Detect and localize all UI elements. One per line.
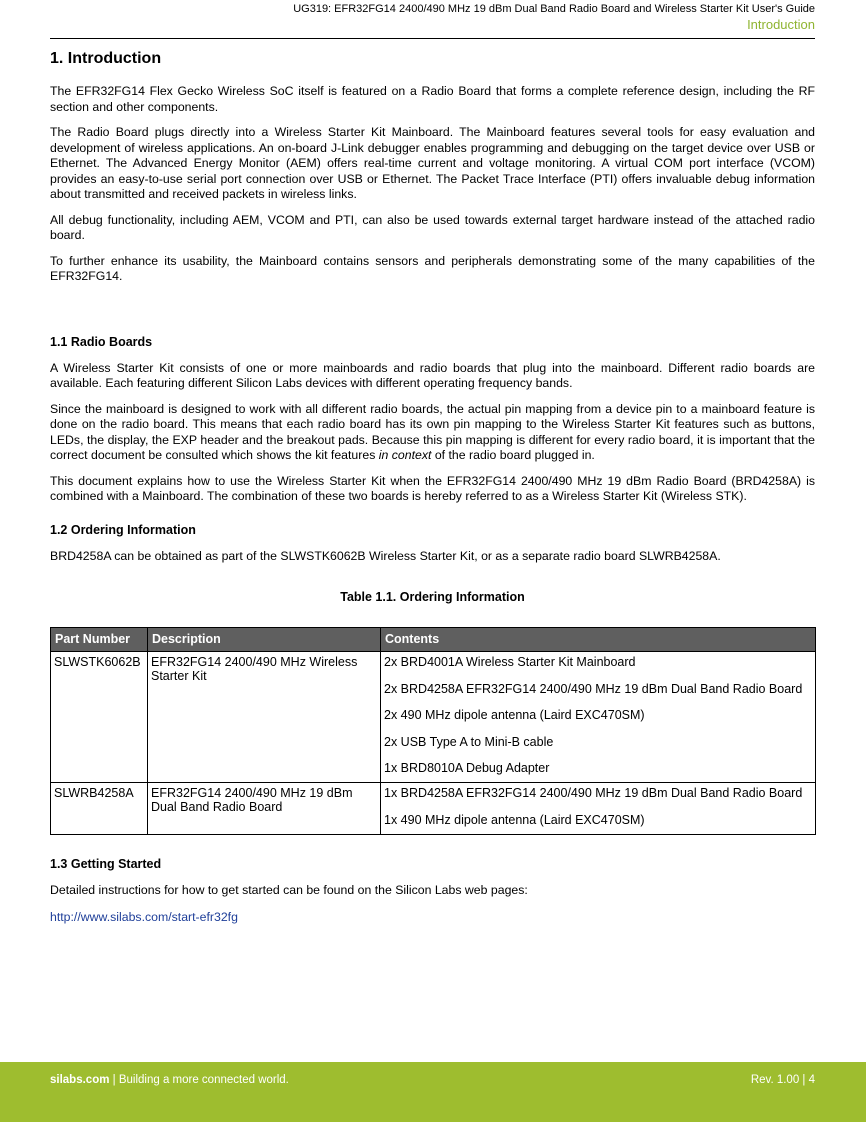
intro-paragraph-2: The Radio Board plugs directly into a Wireless Starter Kit Mainboard. The Mainboard features several tools for easy evaluation and development of wireless applications. An on-board J-Link debugger enables programming and debugging on the target device over USB or Ethernet. The Advanced Energy Monitor (AEM) offers real-time current and voltage monitoring. A virtual COM port interface (VCOM) provides an easy-to-use serial port connection over USB or Ethernet. The Packet Trace Interface (PTI) offers invaluable debug information about transmitted and received packets in wireless links. bbox=[50, 125, 815, 201]
column-header-contents: Contents bbox=[381, 628, 816, 652]
radio-boards-heading: 1.1 Radio Boards bbox=[50, 334, 153, 349]
contents-item: 2x BRD4258A EFR32FG14 2400/490 MHz 19 dBm Dual Band Radio Board bbox=[384, 681, 803, 696]
contents-item: 1x BRD8010A Debug Adapter bbox=[384, 761, 550, 775]
getting-started-heading: 1.3 Getting Started bbox=[50, 856, 162, 871]
start-link[interactable]: http://www.silabs.com/start-efr32fg bbox=[50, 910, 238, 924]
contents-item: 2x 490 MHz dipole antenna (Laird EXC470SM) bbox=[384, 708, 645, 722]
table-caption: Table 1.1. Ordering Information bbox=[340, 590, 525, 604]
page-content bbox=[50, 50, 815, 926]
table-row bbox=[51, 652, 816, 783]
contents-item: 2x BRD4001A Wireless Starter Kit Mainboard bbox=[384, 655, 636, 669]
radio-boards-paragraph-1: A Wireless Starter Kit consists of one or more mainboards and radio boards that plug into the mainboard. Different radio boards are available. Each featuring different Silicon Labs devices with different operating frequency bands. bbox=[50, 360, 815, 390]
footer-branding bbox=[50, 1074, 289, 1086]
contents-item: 2x USB Type A to Mini-B cable bbox=[384, 734, 554, 749]
part-number-cell: SLWSTK6062B bbox=[51, 652, 148, 783]
ordering-heading: 1.2 Ordering Information bbox=[50, 522, 196, 537]
intro-paragraph-4: To further enhance its usability, the Mainboard contains sensors and peripherals demonstrating some of the many capabilities of the EFR32FG14. bbox=[50, 253, 815, 283]
contents-item: 1x BRD4258A EFR32FG14 2400/490 MHz 19 dBm Dual Band Radio Board bbox=[384, 786, 803, 800]
description-cell: EFR32FG14 2400/490 MHz 19 dBm Dual Band Radio Board bbox=[148, 783, 381, 835]
table-row bbox=[51, 783, 816, 835]
radio-boards-p2-text: Since the mainboard is designed to work with all different radio boards, the actual pin mapping from a device pin to a mainboard feature is done on the radio board. This means that each radio board has its own pin mapping to the Wireless Starter Kit features such as buttons, LEDs, the display, the EXP header and the breakout pads. Because this pin mapping is different for every radio board, it is important that the correct document be consulted which shows the kit features bbox=[50, 401, 815, 462]
table-header-row bbox=[51, 628, 816, 652]
radio-boards-paragraph-2 bbox=[50, 402, 815, 464]
header-divider bbox=[50, 38, 815, 39]
contents-cell bbox=[381, 783, 816, 835]
radio-boards-paragraph-3: This document explains how to use the Wireless Starter Kit when the EFR32FG14 2400/490 MHz 19 dBm Radio Board (BRD4258A) is combined with a Mainboard. The combination of these two boards is hereby referred to as a Wireless Starter Kit (Wireless STK). bbox=[50, 473, 815, 503]
footer-page-info: Rev. 1.00 | 4 bbox=[750, 1074, 815, 1086]
column-header-part-number: Part Number bbox=[51, 628, 148, 652]
intro-paragraph-3: All debug functionality, including AEM, VCOM and PTI, can also be used towards external target hardware instead of the attached radio board. bbox=[50, 212, 815, 242]
description-cell: EFR32FG14 2400/490 MHz Wireless Starter Kit bbox=[148, 652, 381, 783]
part-number-cell: SLWRB4258A bbox=[51, 783, 148, 835]
document-title: UG319: EFR32FG14 2400/490 MHz 19 dBm Dual Band Radio Board and Wireless Starter Kit User's Guide bbox=[293, 3, 815, 15]
intro-paragraph-1: The EFR32FG14 Flex Gecko Wireless SoC itself is featured on a Radio Board that forms a complete reference design, including the RF section and other components. bbox=[50, 84, 815, 114]
ordering-paragraph: BRD4258A can be obtained as part of the SLWSTK6062B Wireless Starter Kit, or as a separate radio board SLWRB4258A. bbox=[50, 548, 721, 563]
contents-cell bbox=[381, 652, 816, 783]
ordering-table bbox=[50, 627, 816, 835]
column-header-description: Description bbox=[148, 628, 381, 652]
section-name: Introduction bbox=[747, 17, 815, 32]
radio-boards-p2-tail: of the radio board plugged in. bbox=[431, 448, 595, 462]
in-context-emphasis: in context bbox=[378, 448, 432, 462]
footer-site-link[interactable]: silabs.com bbox=[50, 1074, 110, 1086]
footer-tagline: | Building a more connected world. bbox=[109, 1074, 289, 1086]
footer-bar bbox=[0, 1062, 866, 1122]
getting-started-paragraph: Detailed instructions for how to get started can be found on the Silicon Labs web pages: bbox=[50, 882, 528, 897]
intro-heading: 1. Introduction bbox=[50, 50, 162, 67]
contents-item: 1x 490 MHz dipole antenna (Laird EXC470SM) bbox=[384, 812, 645, 827]
